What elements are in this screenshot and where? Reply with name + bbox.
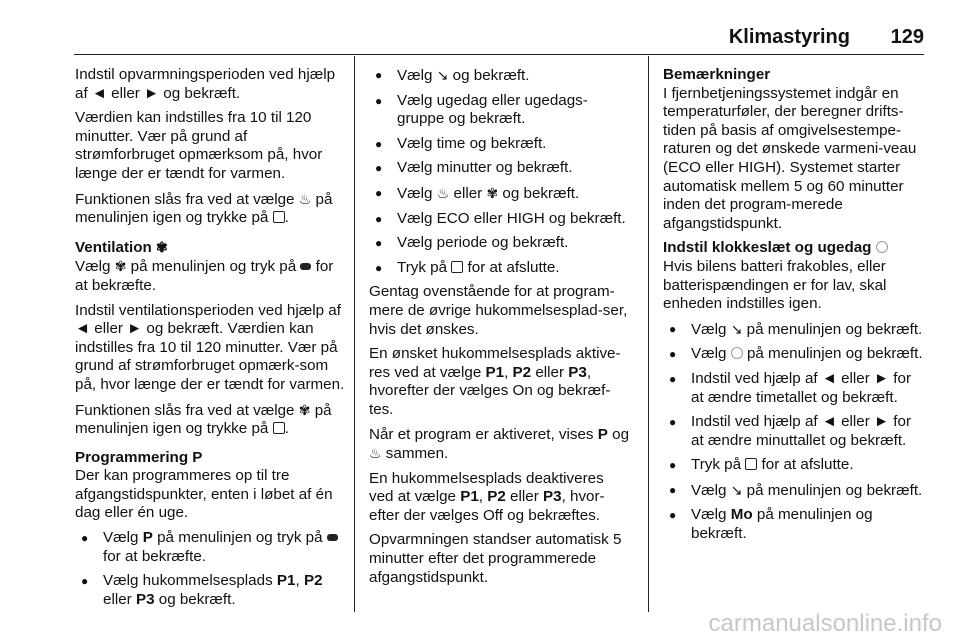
list-item: ● Indstil ved hjælp af ◄ eller ► for at ændre timetallet og bekræft. bbox=[663, 370, 925, 407]
section-heading: Programmering P bbox=[75, 448, 203, 466]
text: Tryk på bbox=[691, 456, 742, 474]
watermark: carmanualsonline.info bbox=[708, 610, 942, 637]
text: på menulinjen og bekræft. bbox=[746, 320, 923, 338]
text: P2 bbox=[487, 488, 506, 506]
text: Ventilation bbox=[75, 238, 152, 256]
text: Funktionen slås fra ved at vælge bbox=[75, 190, 295, 208]
text: Vælg bbox=[691, 506, 727, 524]
paragraph: Opvarmningen standser automatisk 5 minutter efter det programmerede afgangstidspunkt. bbox=[369, 531, 622, 586]
list-item: ● Indstil ved hjælp af ◄ eller ► for at ændre minuttallet og bekræft. bbox=[663, 413, 925, 450]
text: Vælg bbox=[691, 345, 727, 363]
text: eller bbox=[510, 488, 539, 506]
text: Vælg bbox=[397, 67, 433, 84]
column-1 bbox=[75, 66, 345, 615]
note-text: I fjernbetjeningssystemet indgår en temperaturføler, der beregner drifts-tiden på basis af omgivelsestempe-raturen og det ønskede varmeni-veau (ECO eller HIGH). Systemet starter automatisk mellem 5 og 60 minutter inden det program-merede afgangstidspunkt. bbox=[663, 84, 917, 232]
list-item: ● Vælg periode og bekræft. bbox=[369, 234, 631, 253]
text: P3 bbox=[542, 488, 562, 506]
text: på menulinjen og tryk på bbox=[157, 529, 323, 547]
text: for at afslutte. bbox=[467, 258, 560, 276]
fan-icon: ✾ bbox=[298, 401, 311, 418]
wrench-icon: ↘ bbox=[730, 320, 743, 337]
paragraph: Gentag ovenstående for at program-mere de øvrige hukommelsesplad-ser, hvis det ønskes. bbox=[369, 283, 628, 338]
clock-icon bbox=[876, 241, 888, 253]
text: Mo bbox=[730, 506, 753, 524]
text: Tryk på bbox=[397, 258, 448, 276]
text: En hukommelsesplads deaktiveres ved at vælge bbox=[369, 469, 604, 506]
list-item: ● Vælg hukommelsesplads P1, P2 eller P3 og bekræft. bbox=[75, 572, 345, 609]
page-number: 129 bbox=[890, 26, 924, 48]
heating-icon: ♨ bbox=[298, 190, 312, 207]
list-item bbox=[369, 66, 631, 86]
text: for at afslutte. bbox=[761, 456, 854, 474]
bullet-list bbox=[663, 320, 925, 544]
heating-icon: ♨ bbox=[436, 184, 450, 201]
paragraph: Indstil opvarmningsperioden ved hjælp af ◄ eller ► og bekræft. bbox=[75, 66, 336, 102]
text: P1 bbox=[485, 363, 505, 381]
paragraph: Funktionen slås fra ved at vælge ✾ på menulinjen igen og trykke på . bbox=[75, 401, 332, 438]
list-item: ● Vælg ECO eller HIGH og bekræft. bbox=[369, 210, 631, 229]
section-heading bbox=[663, 239, 925, 258]
wrench-icon: ↘ bbox=[730, 481, 743, 498]
list-item: ● Vælg ugedag eller ugedags-gruppe og bekræft. bbox=[369, 92, 631, 129]
text: P bbox=[597, 425, 608, 443]
text: på menulinjen igen og trykke på bbox=[75, 401, 332, 438]
text: Vælg bbox=[397, 184, 433, 202]
clock-icon bbox=[731, 347, 743, 359]
text: på menulinjen og bekræft. bbox=[691, 506, 873, 543]
text: P1 bbox=[460, 488, 479, 506]
section-heading bbox=[75, 238, 345, 258]
wrench-icon: ↘ bbox=[436, 67, 449, 83]
bullet-list bbox=[75, 529, 345, 609]
text: Vælg bbox=[691, 481, 727, 499]
column-3 bbox=[663, 66, 925, 550]
text: , hvor-efter der vælges Off og bekræftes. bbox=[369, 488, 605, 524]
text: på menulinjen og bekræft. bbox=[746, 345, 923, 363]
text: på menulinjen igen og trykke på bbox=[75, 190, 333, 227]
text: på menulinjen og bekræft. bbox=[746, 481, 923, 499]
text: Når et program er aktiveret, vises bbox=[369, 425, 594, 443]
text: En ønsket hukommelsesplads aktive-res ved at vælge bbox=[369, 345, 621, 381]
list-item bbox=[663, 506, 925, 543]
heating-icon: ♨ bbox=[369, 445, 382, 462]
fan-icon: ✾ bbox=[486, 184, 499, 201]
confirm-button-icon bbox=[300, 263, 311, 270]
text: P3 bbox=[568, 363, 587, 381]
paragraph: Funktionen slås fra ved at vælge ♨ på menulinjen igen og trykke på . bbox=[75, 190, 333, 227]
text: P1 bbox=[276, 572, 296, 590]
text: og bbox=[612, 425, 630, 443]
confirm-button-icon bbox=[327, 534, 338, 541]
paragraph: Værdien kan indstilles fra 10 til 120 minutter. Vær på grund af strømforbruget opmærksom på, hvor længe der er tændt for varmen. bbox=[75, 109, 323, 182]
column-2 bbox=[369, 66, 631, 593]
paragraph: Hvis bilens batteri frakobles, eller batterispændingen er for lav, skal enheden indstilles igen. bbox=[663, 257, 887, 313]
text: Indstil klokkeslæt og ugedag bbox=[663, 239, 872, 257]
text: sammen. bbox=[385, 445, 449, 463]
text: P2 bbox=[512, 363, 532, 381]
text: og bekræft. bbox=[158, 590, 236, 608]
text: Funktionen slås fra ved at vælge bbox=[75, 401, 295, 419]
list-item: ● Vælg time og bekræft. bbox=[369, 135, 631, 154]
column-divider-2 bbox=[648, 56, 649, 612]
header-rule bbox=[74, 54, 924, 55]
page-header bbox=[0, 0, 960, 56]
text: , hvorefter der vælges On og bekræf-tes. bbox=[369, 363, 611, 418]
paragraph bbox=[75, 257, 345, 295]
text: P3 bbox=[135, 590, 155, 608]
page-title: Klimastyring bbox=[728, 26, 850, 48]
text: Vælg hukommelsesplads bbox=[103, 572, 273, 590]
square-button-icon bbox=[273, 211, 285, 223]
list-item bbox=[663, 456, 925, 475]
text: og bekræft. bbox=[502, 184, 580, 202]
text: Vælg bbox=[691, 320, 727, 338]
square-button-icon bbox=[451, 261, 463, 273]
fan-icon: ✾ bbox=[114, 258, 127, 275]
paragraph: Der kan programmeres op til tre afgangstidspunkter, enten i løbet af én dag eller én uge. bbox=[75, 467, 333, 522]
paragraph: En ønsket hukommelsesplads aktive-res ved at vælge P1, P2 eller P3, hvorefter der vælges On og bekræf-tes. bbox=[369, 345, 621, 418]
text: eller bbox=[535, 363, 565, 381]
paragraph: Indstil ventilationsperioden ved hjælp af ◄ eller ► og bekræft. Værdien kan indstilles fra 10 til 120 minutter. Vær på grund af strømforbruget opmærk-som på, hvor længe der er tændt for varmen. bbox=[75, 301, 345, 393]
text: for at bekræfte. bbox=[103, 547, 206, 565]
square-button-icon bbox=[745, 458, 757, 470]
list-item bbox=[369, 184, 631, 204]
text: Vælg bbox=[75, 258, 111, 276]
list-item: ● Vælg minutter og bekræft. bbox=[369, 159, 631, 178]
bullet-list bbox=[369, 66, 631, 277]
text: for at bekræfte. bbox=[75, 258, 334, 294]
list-item bbox=[663, 345, 925, 364]
text: og bekræft. bbox=[452, 67, 530, 84]
paragraph: En hukommelsesplads deaktiveres ved at vælge P1, P2 eller P3, hvor-efter der vælges Off og bekræftes. bbox=[369, 469, 605, 524]
square-button-icon bbox=[273, 422, 285, 434]
column-divider-1 bbox=[354, 56, 355, 612]
text: eller bbox=[453, 184, 483, 202]
text: Vælg bbox=[103, 529, 139, 547]
list-item bbox=[369, 259, 631, 278]
paragraph bbox=[369, 426, 631, 464]
list-item bbox=[75, 529, 345, 566]
note-heading: Bemærkninger bbox=[663, 66, 771, 83]
fan-icon: ✾ bbox=[156, 238, 168, 255]
list-item bbox=[663, 481, 925, 501]
text: på menulinjen og tryk på bbox=[130, 258, 297, 276]
list-item bbox=[663, 320, 925, 340]
text: P bbox=[142, 529, 153, 547]
text: P2 bbox=[303, 572, 323, 590]
text: eller bbox=[103, 590, 132, 608]
